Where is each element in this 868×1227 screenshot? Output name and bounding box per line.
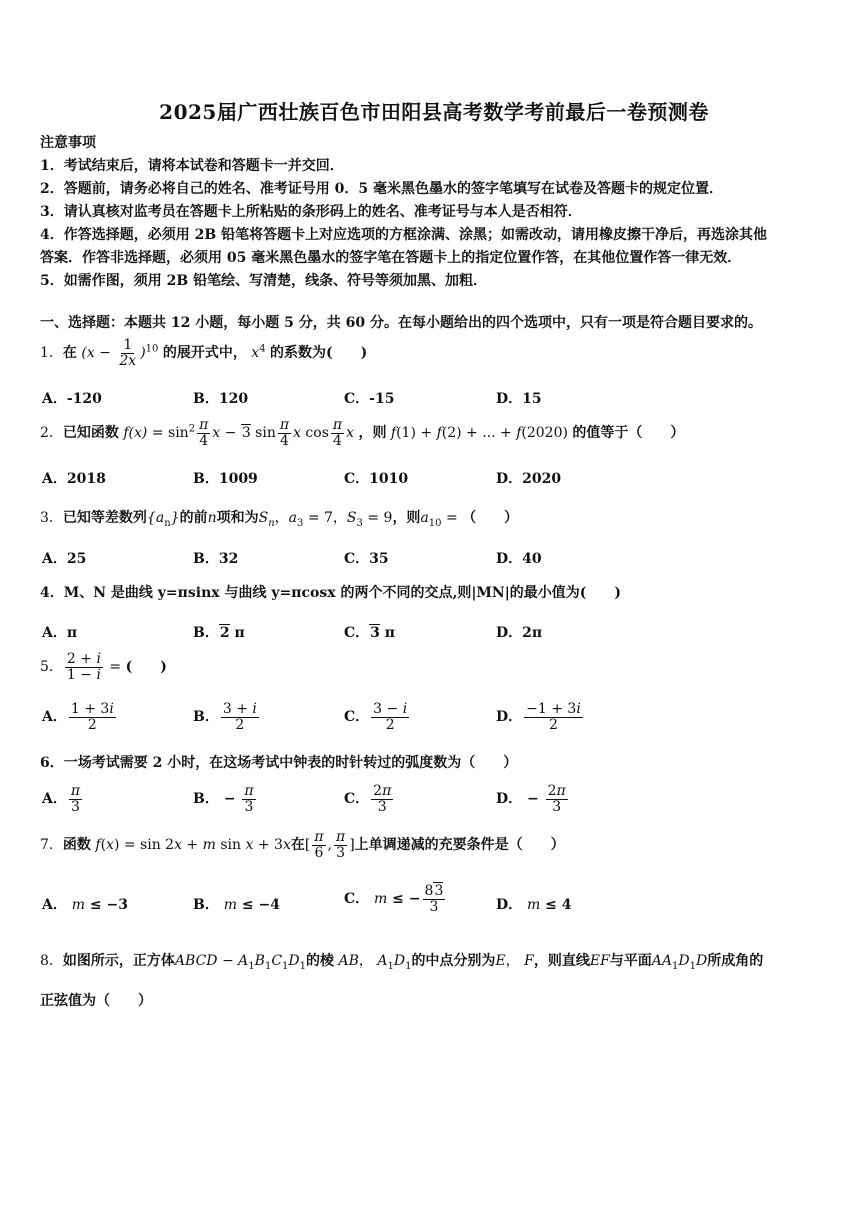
option-a[interactable]: A． $\frac{\pi}{3}$ <box>42 783 81 815</box>
option-b[interactable]: B．32 <box>193 551 239 567</box>
question-1: 1．在 (x − $\frac{1}{2x}$ )$^{10}$ 的展开式中， $x^4$ 的系数为( ) <box>40 337 368 369</box>
option-c[interactable]: C． m ≤ − $\frac{83}{3}$ <box>344 883 444 915</box>
option-b[interactable]: B．2 π <box>193 625 245 641</box>
section-heading: 一、选择题：本题共 12 小题，每小题 5 分，共 60 分。在每小题给出的四个选项中，只有一项是符合题目要求的。 <box>40 315 762 331</box>
notice-item: 3．请认真核对监考员在答题卡上所粘贴的条形码上的姓名、准考证号与本人是否相符． <box>40 204 582 220</box>
option-b[interactable]: B．1009 <box>193 471 258 487</box>
option-a[interactable]: A． $\frac{1 + 3i}{2}$ <box>42 701 114 733</box>
option-c[interactable]: C．1010 <box>344 471 409 487</box>
page-title: 2025届广西壮族百色市田阳县高考数学考前最后一卷预测卷 <box>159 100 709 124</box>
option-d[interactable]: D． − $\frac{2\pi}{3}$ <box>496 783 566 815</box>
option-c[interactable]: C． $\frac{3 - i}{2}$ <box>344 701 408 733</box>
notice-item: 答案．作答非选择题，必须用 05 毫米黑色墨水的签字笔在答题卡上的指定位置作答，在其他位置作答一律无效． <box>40 250 742 266</box>
question-2: 2．已知函数 $f(x) = \sin^2$ $\frac{\pi}{4}$ x − 3 sin $\frac{\pi}{4}$ x cos $\frac{\pi}{4}$ x ，则 f(1) + f(2) + ... + f(2020) 的值等于（ ） <box>40 417 685 449</box>
option-d[interactable]: D．15 <box>496 391 542 407</box>
question-7: 7．函数 f(x) = sin 2x + m sin x + 3x在[ $\frac{\pi}{6}$ , $\frac{\pi}{3}$ ]上单调递减的充要条件是（ ） <box>40 829 565 861</box>
option-c[interactable]: C．3 π <box>344 625 396 641</box>
question-5: 5． $\frac{2 + i}{1 - i}$ = ( ) <box>40 651 167 683</box>
question-3: 3．已知等差数列$\{a_n\}$的前n项和为$S_n$，$a_3 = 7$，$S_3 = 9$，则$a_{10}$ = （ ） <box>40 510 519 529</box>
option-a[interactable]: A．π <box>42 625 78 641</box>
option-b[interactable]: B． m ≤ −4 <box>193 897 280 913</box>
notice-item: 2．答题前，请务必将自己的姓名、准考证号用 0．5 毫米黑色墨水的签字笔填写在试卷及答题卡的规定位置． <box>40 181 723 197</box>
notice-item: 1．考试结束后，请将本试卷和答题卡一并交回． <box>40 158 344 174</box>
option-d[interactable]: D． m ≤ 4 <box>496 897 572 913</box>
notice-item: 5．如需作图，须用 2B 铅笔绘、写清楚，线条、符号等须加黑、加粗． <box>40 273 488 289</box>
option-c[interactable]: C．-15 <box>344 391 395 407</box>
option-d[interactable]: D．2π <box>496 625 543 641</box>
option-b[interactable]: B． $\frac{3 + i}{2}$ <box>193 701 257 733</box>
option-b[interactable]: B．120 <box>193 391 249 407</box>
option-c[interactable]: C． $\frac{2\pi}{3}$ <box>344 783 392 815</box>
option-d[interactable]: D．2020 <box>496 471 562 487</box>
question-6: 6．一场考试需要 2 小时，在这场考试中钟表的时针转过的弧度数为（ ） <box>40 755 518 771</box>
notice-item: 4．作答选择题，必须用 2B 铅笔将答题卡上对应选项的方框涂满、涂黑；如需改动，请用橡皮擦干净后，再选涂其他 <box>40 227 768 243</box>
option-a[interactable]: A．-120 <box>42 391 102 407</box>
question-8: 8．如图所示，正方体ABCD − $A_1B_1C_1D_1$的棱 AB， $A_1D_1$的中点分别为E， F，则直线EF与平面$AA_1D_1D$所成角的 <box>40 953 764 972</box>
question-8-line2: 正弦值为（ ） <box>40 993 152 1009</box>
option-a[interactable]: A．2018 <box>42 471 106 487</box>
notice-heading: 注意事项 <box>40 135 96 151</box>
option-d[interactable]: D．40 <box>496 551 542 567</box>
option-b[interactable]: B． − $\frac{\pi}{3}$ <box>193 783 254 815</box>
option-c[interactable]: C．35 <box>344 551 389 567</box>
option-d[interactable]: D． $\frac{-1 + 3i}{2}$ <box>496 701 581 733</box>
option-a[interactable]: A．25 <box>42 551 87 567</box>
option-a[interactable]: A． m ≤ −3 <box>42 897 128 913</box>
question-4: 4．M、N 是曲线 y=πsinx 与曲线 y=πcosx 的两个不同的交点,则|MN|的最小值为( ) <box>40 585 622 601</box>
